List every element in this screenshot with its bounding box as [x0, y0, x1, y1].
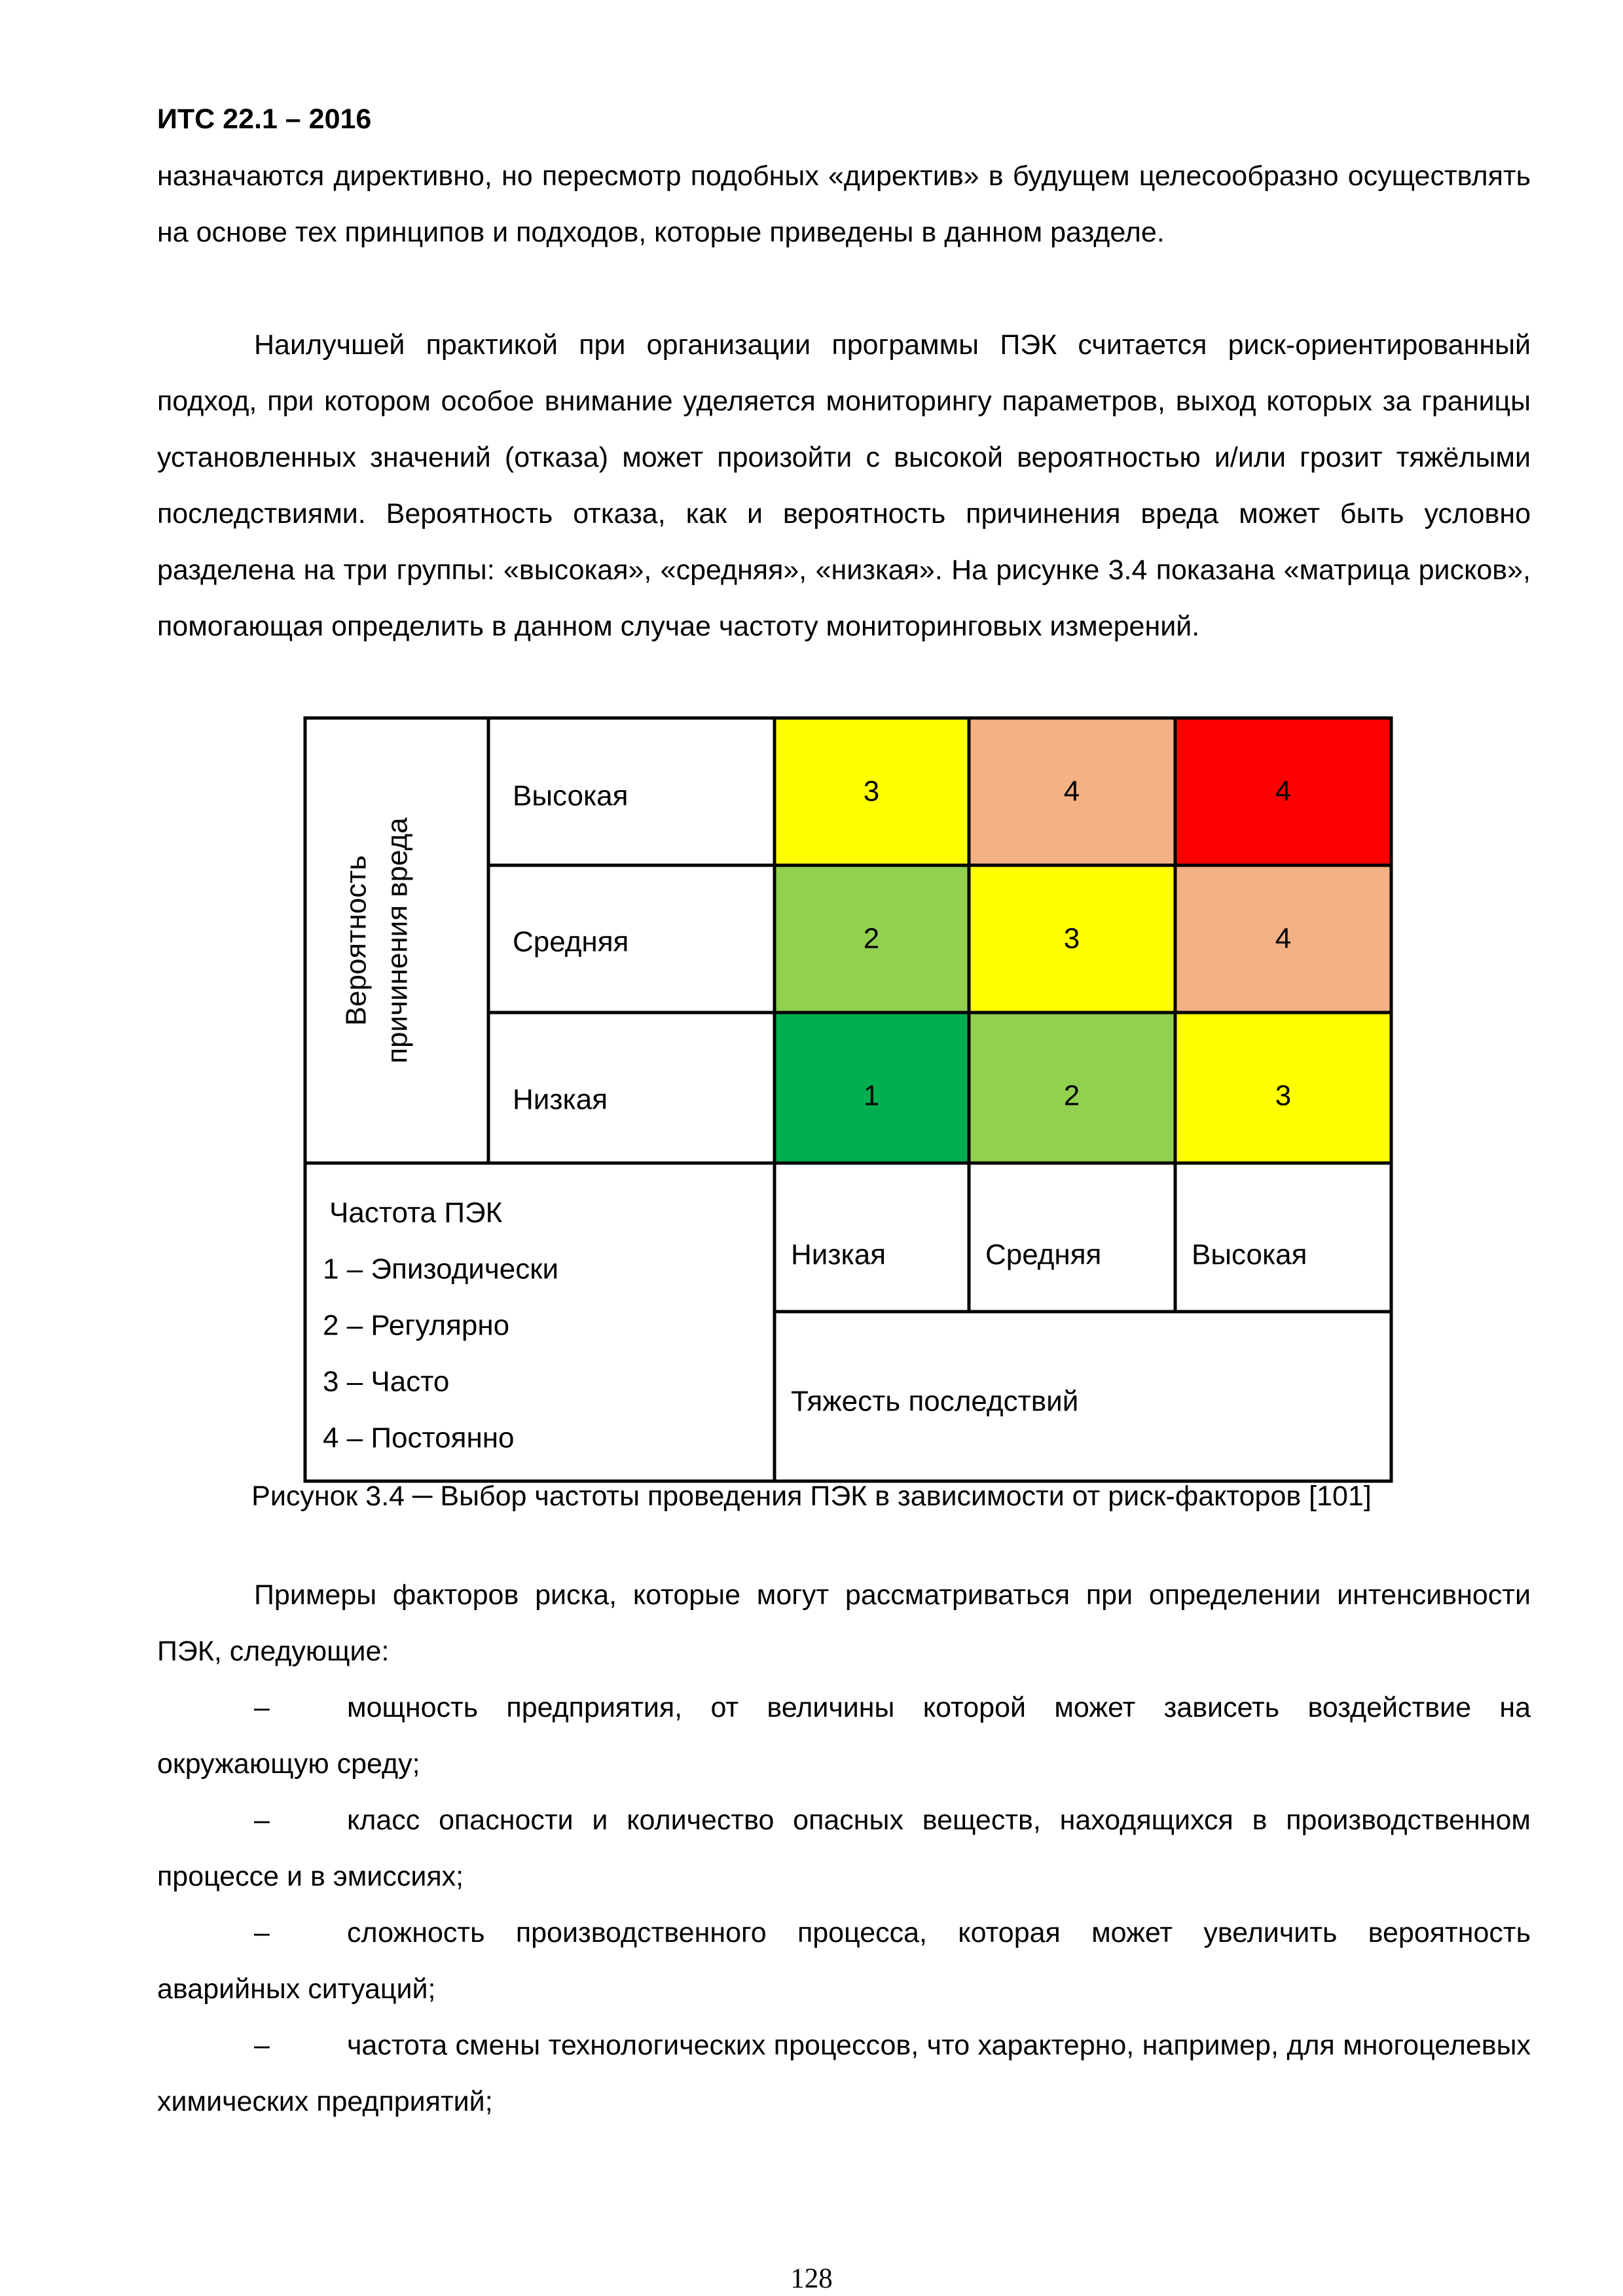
risk-value: 4	[1275, 775, 1292, 808]
risk-value: 3	[1275, 1079, 1292, 1112]
list-dash: –	[254, 1917, 270, 1948]
legend-item: 4 – Постоянно	[323, 1422, 515, 1454]
list-item-text: частота смены технологических процессов, что характерно, например, для многоцелевых химических предприятий;	[157, 2030, 1531, 2117]
risk-factor-list	[157, 1679, 1531, 2130]
risk-matrix-figure	[303, 716, 1393, 1483]
row-label-high: Высокая	[513, 780, 629, 812]
risk-value: 4	[1063, 775, 1080, 808]
paragraph-text: Примеры факторов риска, которые могут рассматриваться при определении интенсивности ПЭК, следующие:	[157, 1579, 1531, 1667]
severity-cell-high	[1175, 1163, 1391, 1312]
legend-title: Частота ПЭК	[329, 1196, 503, 1229]
risk-value: 3	[1063, 922, 1080, 955]
list-item	[157, 2017, 1531, 2130]
y-axis-label-line1: Вероятность	[340, 855, 373, 1026]
list-dash: –	[254, 2030, 270, 2061]
legend-item: 3 – Часто	[323, 1365, 450, 1398]
list-item	[157, 1679, 1531, 1792]
paragraph-risk-approach	[157, 317, 1531, 655]
document-header: ИТС 22.1 – 2016	[157, 103, 372, 135]
list-item	[157, 1905, 1531, 2017]
risk-value: 1	[863, 1079, 880, 1112]
severity-label-medium: Средняя	[985, 1238, 1102, 1271]
row-label-low: Низкая	[513, 1083, 608, 1116]
severity-cell-medium	[969, 1163, 1175, 1312]
paragraph-text: Наилучшей практикой при организации программы ПЭК считается риск-ориентированный подход, при котором особое внимание уделяется мониторингу параметров, выход которых за границы установленных значений (отказа) может произойти с высокой вероятностью и/или грозит тяжёлыми последствиями. Вероятность отказа, как и вероятность причинения вреда может быть условно разделена на три группы: «высокая», «средняя», «низкая». На рисунке 3.4 показана «матрица рисков», помогающая определить в данном случае частоту мониторинговых измерений.	[157, 329, 1531, 642]
risk-value: 3	[863, 775, 880, 808]
x-axis-label: Тяжесть последствий	[791, 1385, 1079, 1418]
paragraph-continuation	[157, 148, 1531, 260]
risk-value: 2	[863, 922, 880, 955]
paragraph-risk-factors	[157, 1567, 1531, 1679]
figure-caption: Рисунок 3.4 ─ Выбор частоты проведения ПЭК в зависимости от риск-факторов [101]	[251, 1480, 1372, 1512]
severity-cell-low	[775, 1163, 969, 1312]
legend-item: 1 – Эпизодически	[323, 1253, 559, 1285]
paragraph-text: назначаются директивно, но пересмотр подобных «директив» в будущем целесообразно осуществлять на основе тех принципов и подходов, которые приведены в данном разделе.	[157, 160, 1531, 248]
y-axis-label-line2: причинения вреда	[381, 817, 414, 1064]
page-number: 128	[790, 2263, 833, 2294]
row-label-medium: Средняя	[513, 925, 629, 958]
list-item	[157, 1792, 1531, 1905]
risk-value: 4	[1275, 922, 1292, 955]
list-item-text: сложность производственного процесса, которая может увеличить вероятность аварийных ситуаций;	[157, 1917, 1531, 2005]
risk-value: 2	[1063, 1079, 1080, 1112]
severity-label-low: Низкая	[791, 1238, 886, 1271]
severity-label-high: Высокая	[1192, 1238, 1307, 1271]
legend-item: 2 – Регулярно	[323, 1309, 510, 1342]
list-dash: –	[254, 1692, 270, 1723]
list-item-text: класс опасности и количество опасных веществ, находящихся в производственном процессе и в эмиссиях;	[157, 1804, 1531, 1892]
list-item-text: мощность предприятия, от величины которой может зависеть воздействие на окружающую среду;	[157, 1692, 1531, 1780]
list-dash: –	[254, 1804, 270, 1836]
